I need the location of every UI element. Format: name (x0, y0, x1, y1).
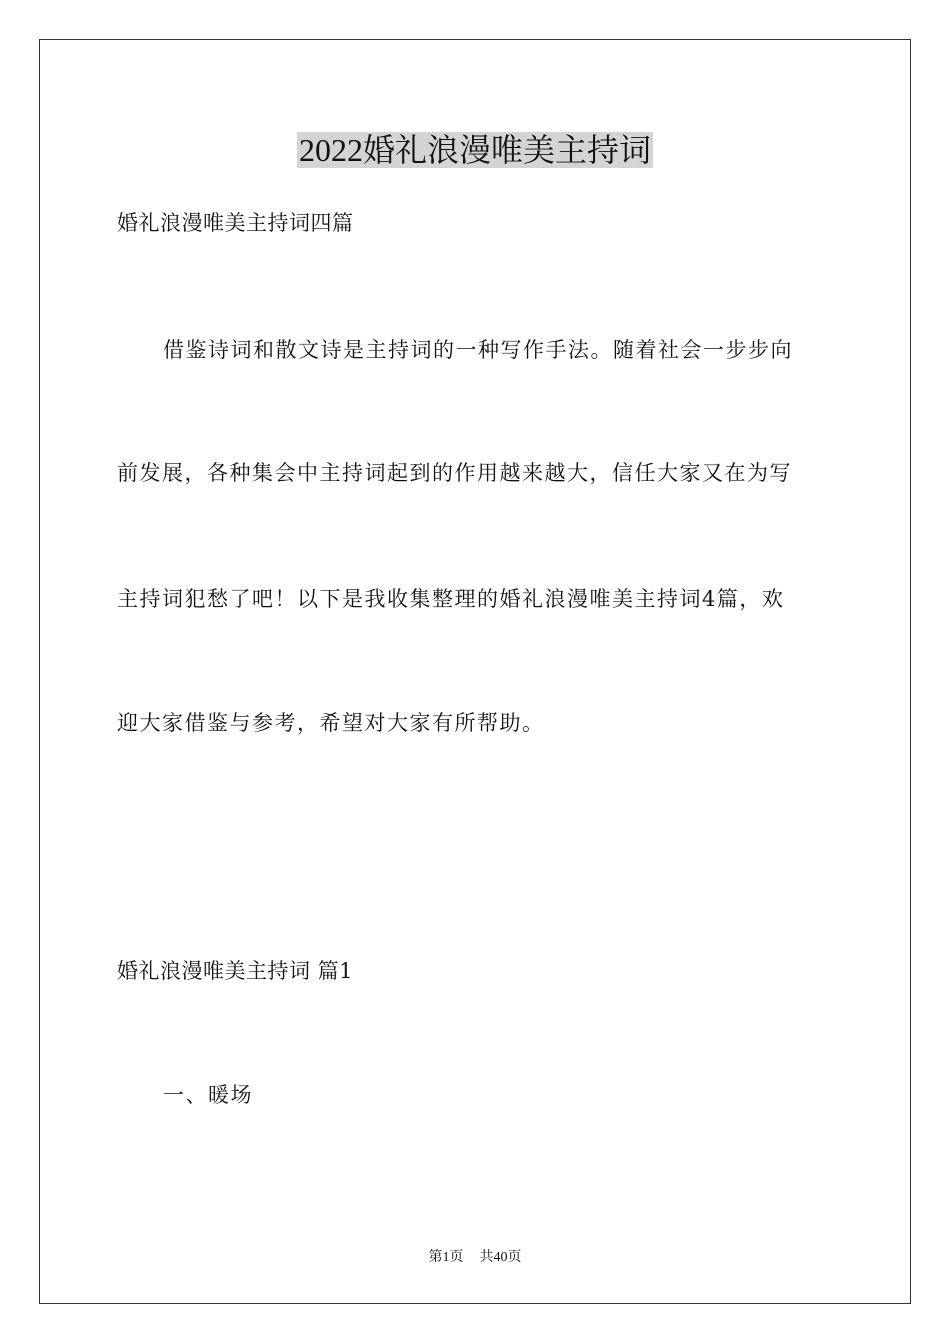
paragraph-line-3: 主持词犯愁了吧！以下是我收集整理的婚礼浪漫唯美主持词4篇，欢 (117, 587, 785, 611)
document-title (0, 126, 950, 174)
page-footer (0, 1248, 950, 1268)
page-number: 第1页 (428, 1250, 464, 1265)
paragraph-line-2: 前发展，各种集会中主持词起到的作用越来越大，信任大家又在为写 (117, 461, 792, 485)
paragraph-line-1: 借鉴诗词和散文诗是主持词的一种写作手法。随着社会一步步向 (163, 338, 793, 362)
page-total: 共40页 (479, 1250, 522, 1265)
section-heading: 婚礼浪漫唯美主持词 篇1 (117, 959, 354, 983)
paragraph-line-4: 迎大家借鉴与参考，希望对大家有所帮助。 (117, 711, 545, 735)
document-title-text: 2022婚礼浪漫唯美主持词 (298, 132, 651, 168)
document-subtitle: 婚礼浪漫唯美主持词四篇 (117, 211, 354, 235)
section-item: 一、暖场 (163, 1083, 253, 1107)
